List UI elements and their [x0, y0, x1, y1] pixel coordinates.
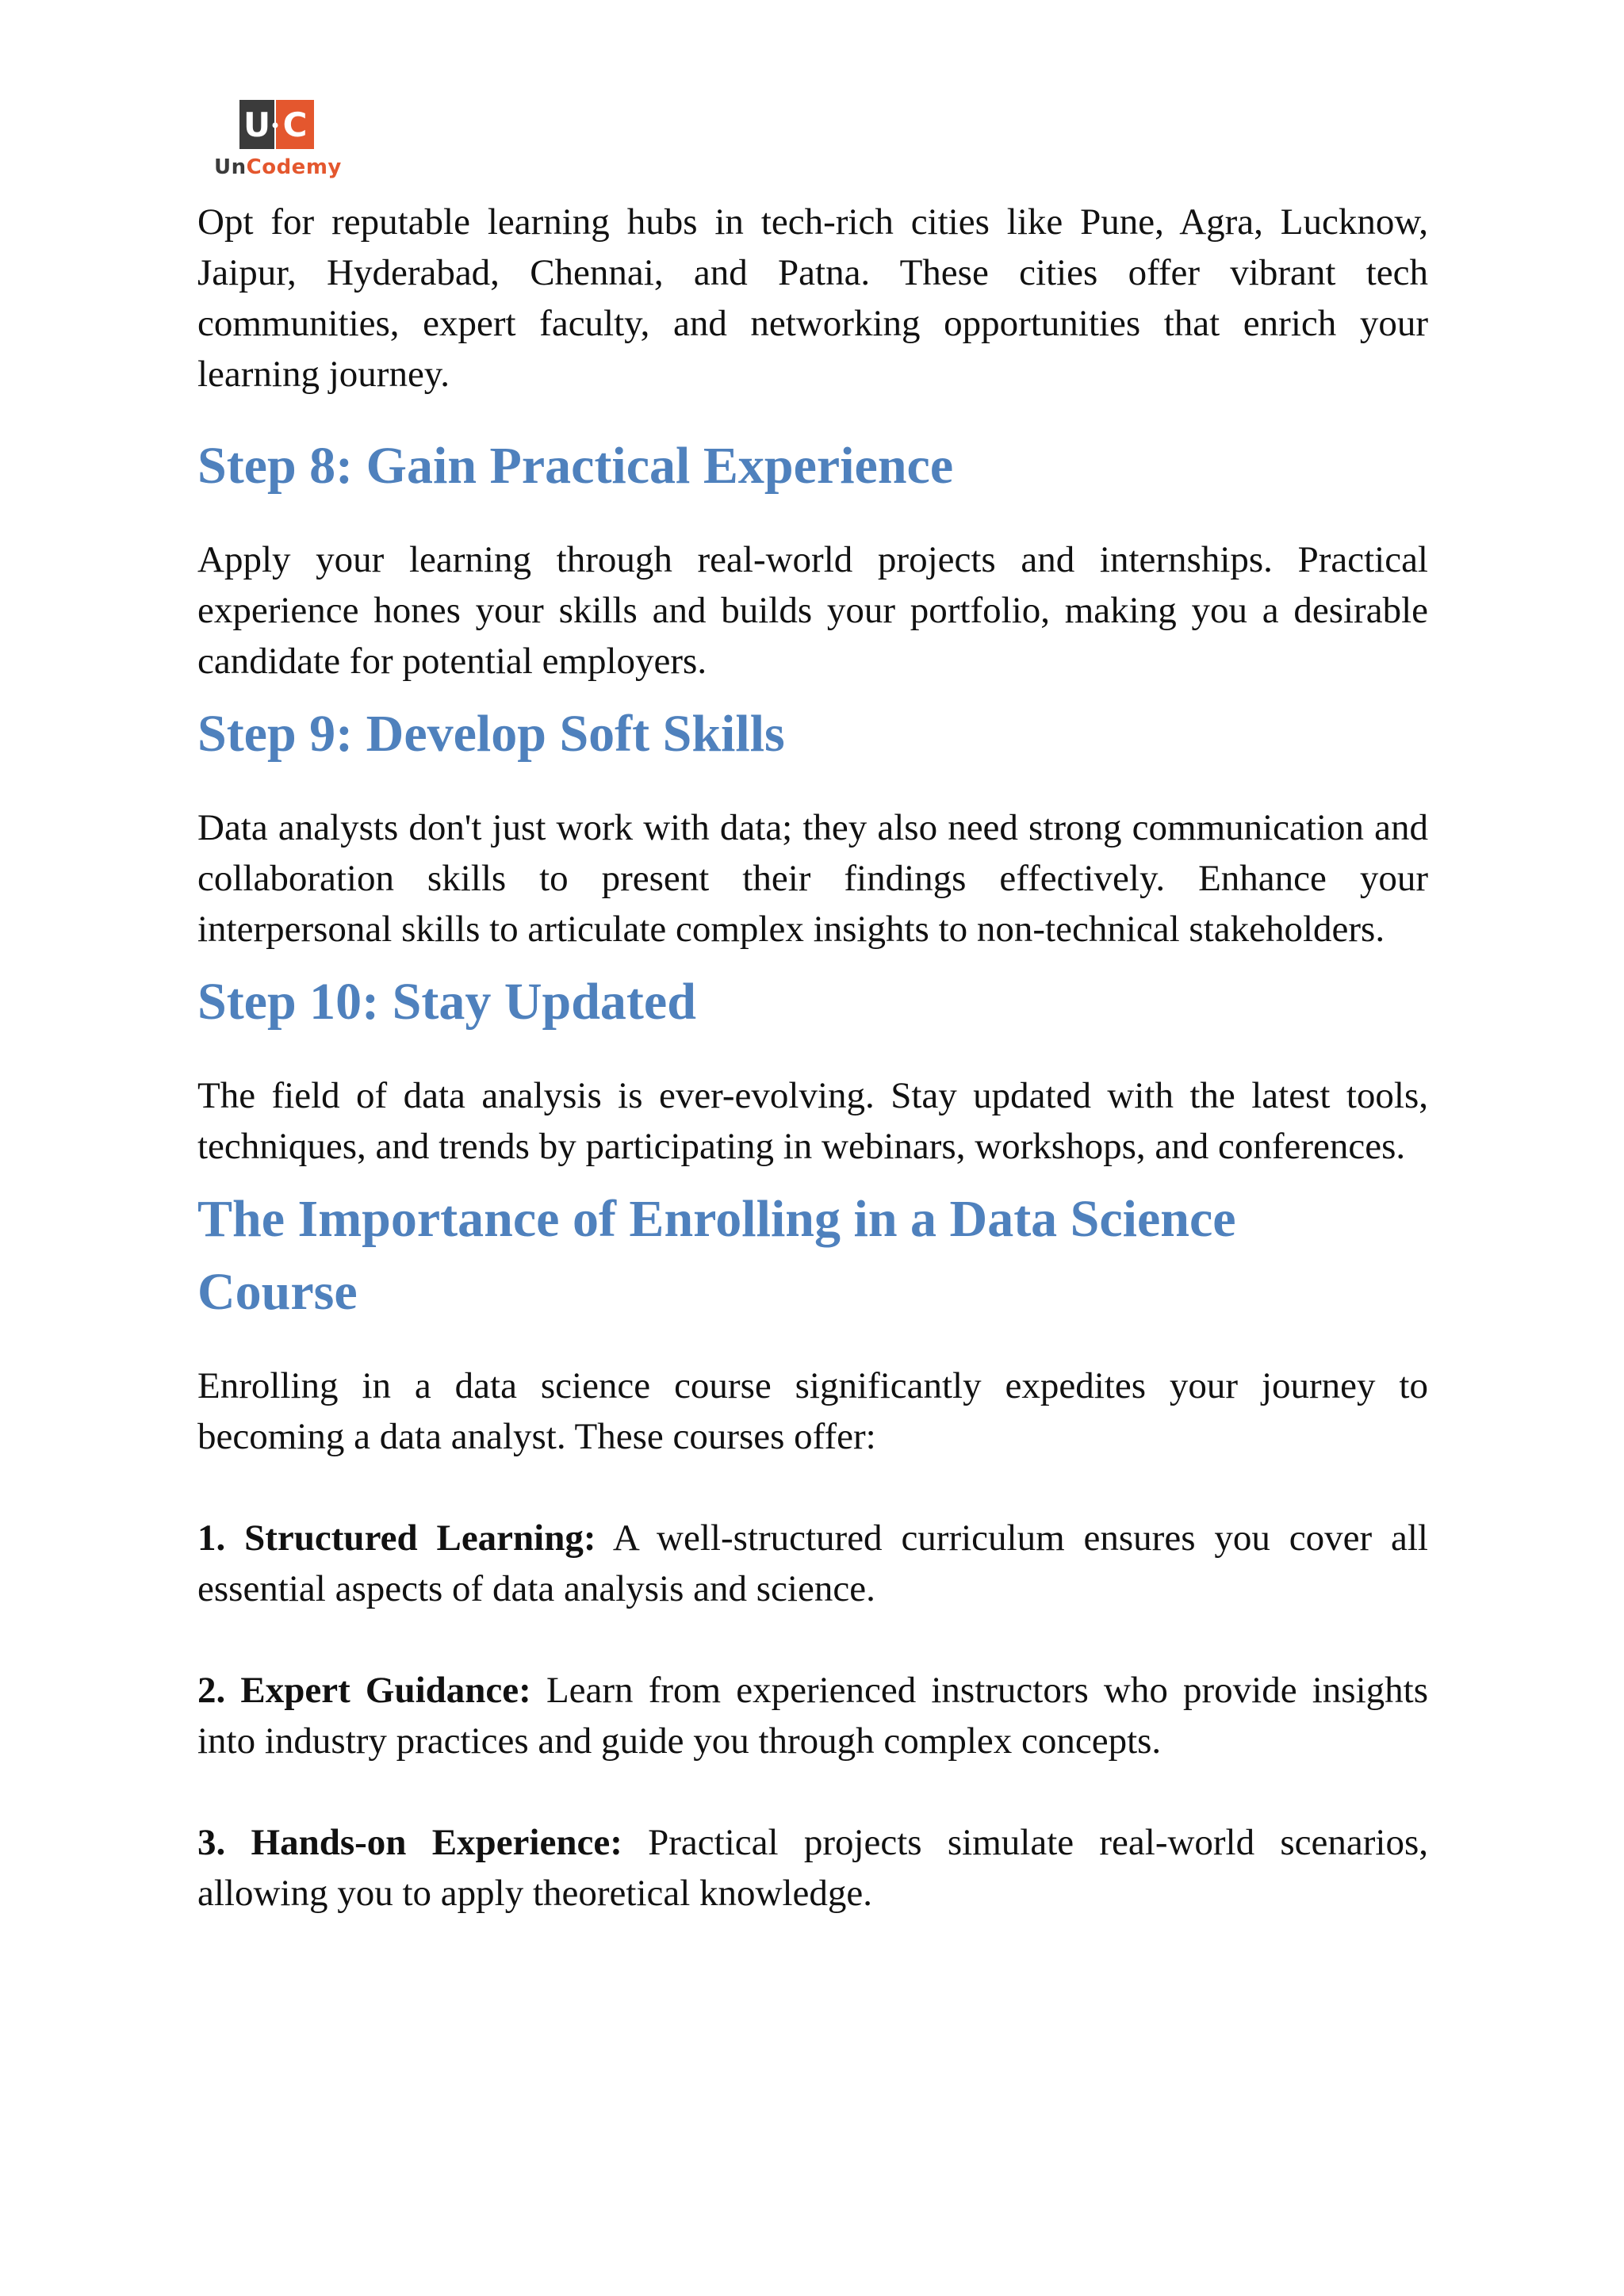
intro-paragraph: Opt for reputable learning hubs in tech-rich cities like Pune, Agra, Lucknow, Jaipur, Hyderabad, Chennai, and Patna. These cities offer vibrant tech communities, expert faculty, and networking opportunities that enrich your learning journey.: [197, 201, 1428, 395]
list-item-text: Learn from experienced instructors who provide insights into industry practices and guide you through complex concepts.: [197, 1670, 1428, 1762]
logo-wordmark: [214, 155, 342, 179]
list-item-label: 1. Structured Learning:: [197, 1517, 596, 1559]
step10-heading: Step 10: Stay Updated: [197, 973, 696, 1031]
step8-heading: Step 8: Gain Practical Experience: [197, 437, 954, 495]
importance-heading: The Importance of Enrolling in a Data Science Course: [197, 1190, 1236, 1321]
logo-text-un: Un: [214, 155, 247, 179]
document-content: [197, 197, 1428, 1919]
list-item-label: 2. Expert Guidance:: [197, 1670, 531, 1711]
step10-paragraph: The field of data analysis is ever-evolving. Stay updated with the latest tools, techniques, and trends by participating in webinars, workshops, and conferences.: [197, 1075, 1428, 1167]
logo-mark-right: C: [282, 105, 308, 144]
logo-text-codemy: Codemy: [246, 155, 342, 179]
list-item-label: 3. Hands-on Experience:: [197, 1822, 622, 1863]
list-item-text: Practical projects simulate real-world scenarios, allowing you to apply theoretical knowledge.: [197, 1822, 1429, 1914]
step9-paragraph: Data analysts don't just work with data; they also need strong communication and collaboration skills to present their findings effectively. Enhance your interpersonal skills to articulate complex insights to non-technical stakeholders.: [197, 807, 1428, 950]
list-item-text: A well-structured curriculum ensures you cover all essential aspects of data analysis and science.: [197, 1517, 1428, 1609]
list-item-structured-learning: [197, 1513, 1428, 1614]
step8-paragraph: Apply your learning through real-world projects and internships. Practical experience hones your skills and builds your portfolio, making you a desirable candidate for potential employers.: [197, 539, 1428, 682]
list-item-hands-on-experience: [197, 1817, 1428, 1919]
uncodemy-logo: [214, 98, 349, 182]
logo-mark-left: U: [243, 105, 271, 144]
step9-heading: Step 9: Develop Soft Skills: [197, 705, 785, 763]
list-item-expert-guidance: [197, 1665, 1428, 1766]
importance-paragraph: Enrolling in a data science course significantly expedites your journey to becoming a data analyst. These courses offer:: [197, 1365, 1428, 1457]
uncodemy-logo-icon: [239, 100, 314, 149]
